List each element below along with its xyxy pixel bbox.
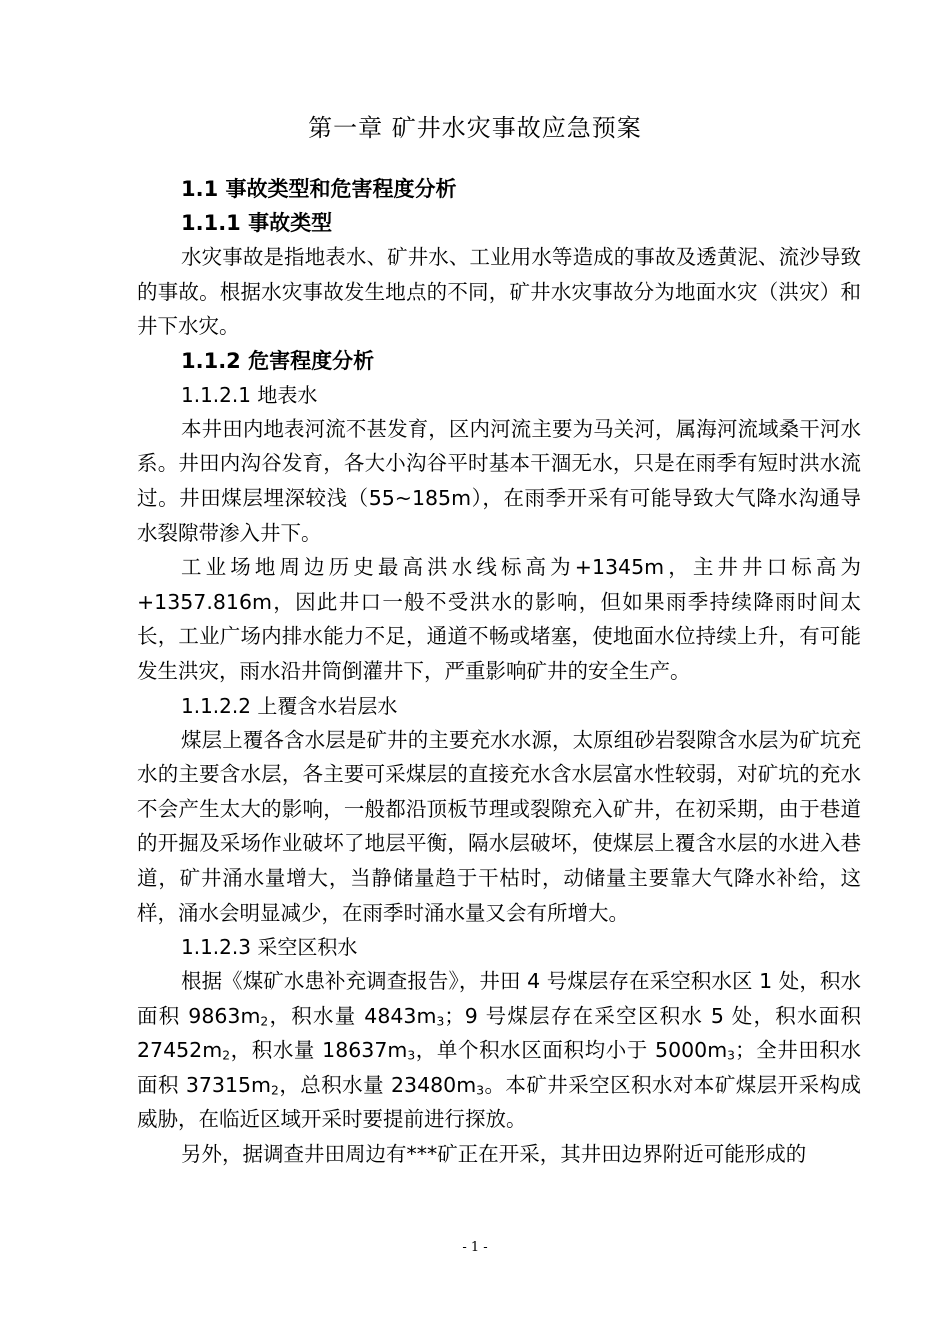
goaf-sub-3: 3 bbox=[436, 1014, 445, 1029]
goaf-sub-5: 2 bbox=[222, 1048, 231, 1063]
section-heading-1-1-2-1: 1.1.2.1 地表水 bbox=[181, 382, 318, 407]
page-number: - 1 - bbox=[462, 1240, 488, 1255]
goaf-text-8: ，单个积水区面积均小于 5000m bbox=[415, 1038, 728, 1063]
chapter-title: 第一章 矿井水灾事故应急预案 bbox=[308, 114, 642, 142]
section-heading-1-1-2-2: 1.1.2.2 上覆含水岩层水 bbox=[181, 693, 398, 718]
goaf-sub-11: 2 bbox=[271, 1083, 279, 1098]
section-heading-1-1: 1.1 事故类型和危害程度分析 bbox=[181, 177, 457, 201]
goaf-sub-13: 3 bbox=[476, 1083, 485, 1098]
goaf-text-14: 。本矿井采空区积水对本矿煤层开采构成威胁，在临近区域开采时要提前进行探放。 bbox=[137, 1072, 862, 1132]
goaf-text-6: ，积水量 18637m bbox=[230, 1038, 408, 1063]
section-heading-1-1-2-3: 1.1.2.3 采空区积水 bbox=[181, 935, 358, 960]
paragraph-accident-type: 水灾事故是指地表水、矿井水、工业用水等造成的事故及透黄泥、流沙导致的事故。根据水灾事故发生地点的不同，矿井水灾事故分为地面水灾（洪灾）和井下水灾。 bbox=[137, 245, 861, 339]
document-body bbox=[137, 172, 861, 1172]
goaf-text-4: ；9 号煤层存在采空区积水 5 处，积水面积 27452m bbox=[137, 1003, 861, 1063]
paragraph-surface-water-2: 工业场地周边历史最高洪水线标高为+1345m，主井井口标高为+1357.816m，因此井口一般不受洪水的影响，但如果雨季持续降雨时间太长，工业广场内排水能力不足，通道不畅或堵塞，使地面水位持续上升，有可能发生洪灾，雨水沿井筒倒灌井下，严重影响矿井的安全生产。 bbox=[137, 555, 861, 683]
goaf-sub-1: 2 bbox=[260, 1014, 269, 1029]
goaf-text-10: ；全井田积水面积 37315m bbox=[137, 1038, 862, 1097]
paragraph-aquifer: 煤层上覆各含水层是矿井的主要充水水源，太原组砂岩裂隙含水层为矿坑充水的主要含水层，各主要可采煤层的直接充水含水层富水性较弱，对矿坑的充水不会产生太大的影响，一般都沿顶板节理或裂隙充入矿井，在初采期，由于巷道的开掘及采场作业破坏了地层平衡，隔水层破坏，使煤层上覆含水层的水进入巷道，矿井涌水量增大，当静储量趋于干枯时，动储量主要靠大气降水补给，这样，涌水会明显减少，在雨季时涌水量又会有所增大。 bbox=[137, 727, 861, 925]
paragraph-goaf-water bbox=[137, 964, 861, 1137]
paragraph-surface-water-1: 本井田内地表河流不甚发育，区内河流主要为马关河，属海河流域桑干河水系。井田内沟谷发育，各大小沟谷平时基本干涸无水，只是在雨季有短时洪水流过。井田煤层埋深较浅（55~185m），在雨季开采有可能导致大气降水沟通导水裂隙带渗入井下。 bbox=[137, 416, 861, 545]
paragraph-other: 另外，据调查井田周边有***矿正在开采，其井田边界附近可能形成的 bbox=[181, 1142, 807, 1167]
section-heading-1-1-2: 1.1.2 危害程度分析 bbox=[181, 348, 375, 373]
goaf-sub-7: 3 bbox=[407, 1048, 416, 1063]
goaf-text-0: 根据《煤矿水患补充调查报告》，井田 4 号煤层存在采空积水区 1 处，积水面积 9863m bbox=[137, 969, 861, 1028]
goaf-sub-9: 3 bbox=[727, 1048, 735, 1063]
section-heading-1-1-1: 1.1.1 事故类型 bbox=[181, 211, 333, 235]
goaf-text-2: ，积水量 4843m bbox=[268, 1003, 437, 1028]
goaf-text-12: ，总积水量 23480m bbox=[278, 1072, 477, 1097]
